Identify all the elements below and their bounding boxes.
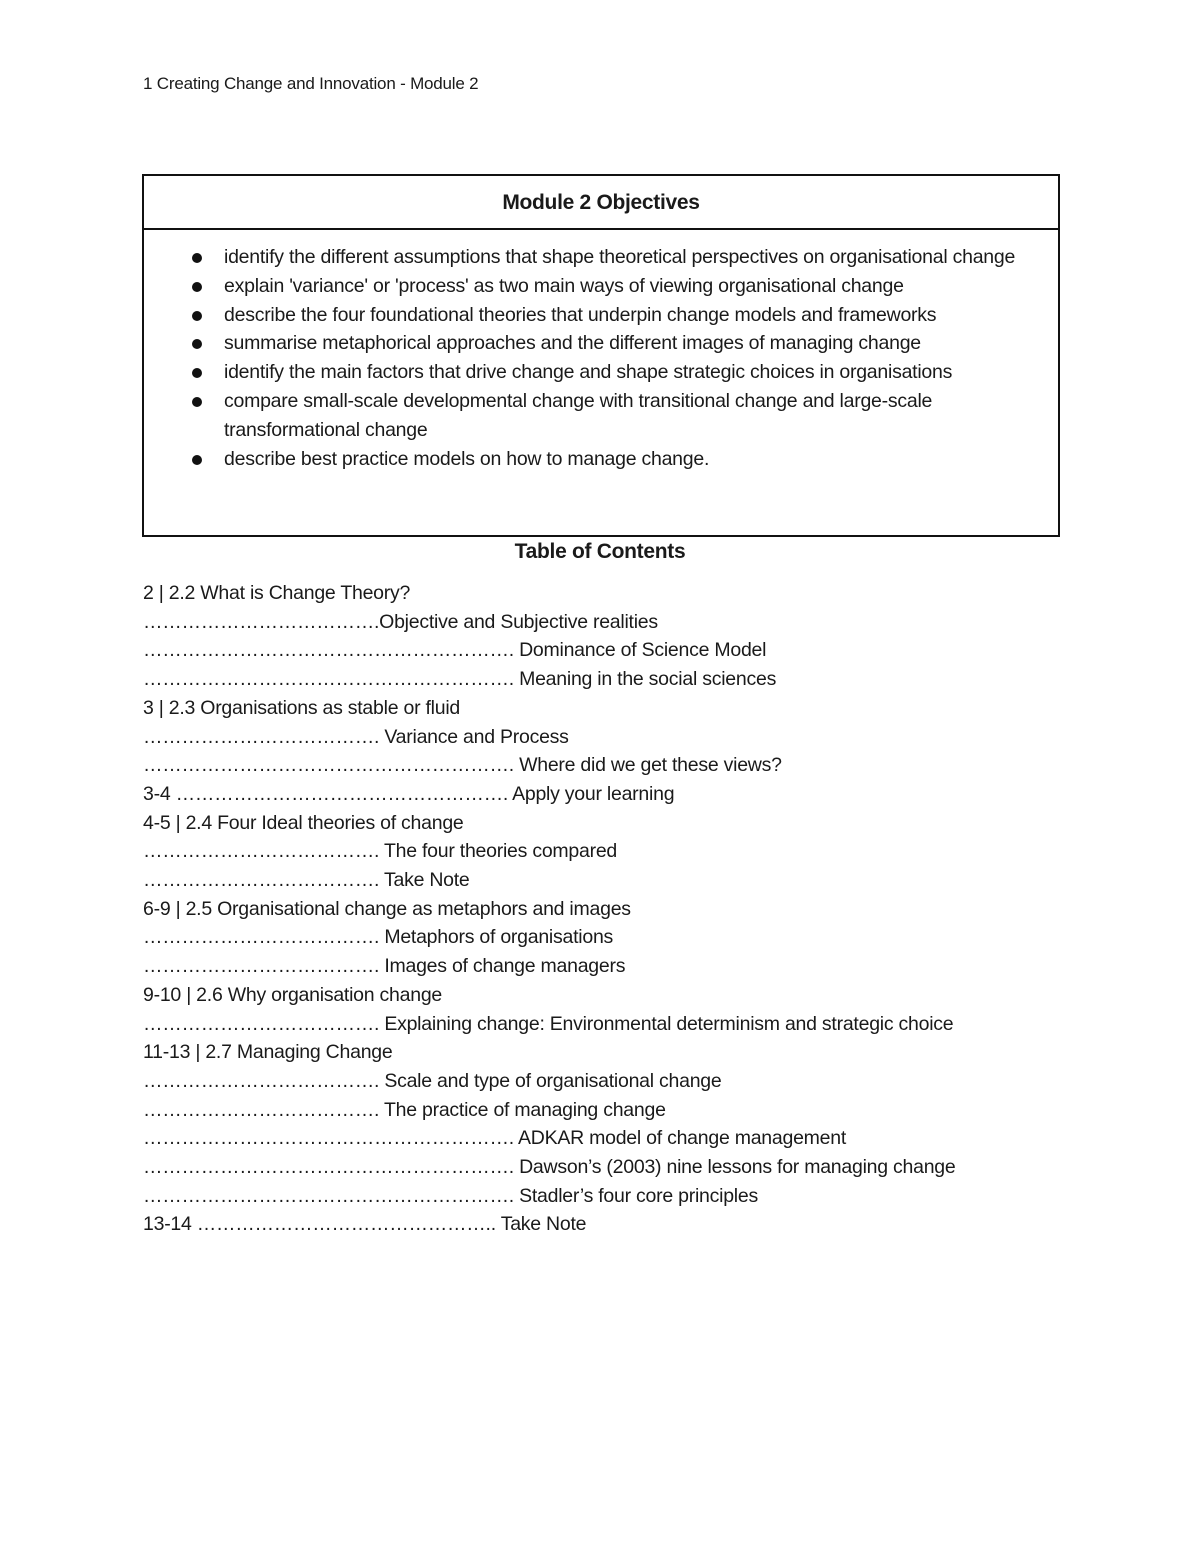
objectives-list xyxy=(144,230,1058,473)
objective-item: describe best practice models on how to manage change. xyxy=(144,445,1058,474)
toc-title: Table of Contents xyxy=(514,540,686,563)
toc-line: 3 | 2.3 Organisations as stable or fluid xyxy=(143,696,460,719)
objectives-box xyxy=(142,174,1060,537)
toc-line: ………………………………. Variance and Process xyxy=(143,725,569,748)
toc-line: 9-10 | 2.6 Why organisation change xyxy=(143,983,443,1006)
toc-line: 4-5 | 2.4 Four Ideal theories of change xyxy=(143,811,464,834)
toc-line: …………………………………………………. Where did we get these views? xyxy=(143,754,782,777)
toc-line: ………………………………. Images of change managers xyxy=(143,955,626,978)
toc-line: ………………………………. Scale and type of organisational change xyxy=(143,1069,722,1092)
toc-line: 13-14 ……………………………………….. Take Note xyxy=(143,1213,587,1236)
toc-line: ………………………………. The practice of managing change xyxy=(143,1098,666,1121)
table-of-contents xyxy=(143,579,1143,1239)
toc-line: ……………………………….Objective and Subjective realities xyxy=(143,610,658,633)
toc-line: ………………………………. Metaphors of organisations xyxy=(143,926,614,949)
objective-item: summarise metaphorical approaches and the different images of managing change xyxy=(144,329,1058,358)
toc-line: 6-9 | 2.5 Organisational change as metaphors and images xyxy=(143,897,631,920)
toc-line: ………………………………. Take Note xyxy=(143,869,470,892)
toc-line: 11-13 | 2.7 Managing Change xyxy=(143,1041,393,1064)
toc-line: …………………………………………………. Dominance of Science Model xyxy=(143,639,767,662)
objective-item: identify the different assumptions that shape theoretical perspectives on organisational change xyxy=(144,243,1058,272)
toc-line: …………………………………………………. ADKAR model of change management xyxy=(143,1127,847,1150)
page-header: 1 Creating Change and Innovation - Module 2 xyxy=(143,74,479,93)
objective-item: identify the main factors that drive change and shape strategic choices in organisations xyxy=(144,358,1058,387)
objective-item: describe the four foundational theories that underpin change models and frameworks xyxy=(144,301,1058,330)
objective-item: compare small-scale developmental change with transitional change and large-scale transformational change xyxy=(144,387,1058,445)
toc-line: 2 | 2.2 What is Change Theory? xyxy=(143,582,411,604)
objective-item: explain 'variance' or 'process' as two main ways of viewing organisational change xyxy=(144,272,1058,301)
objectives-title: Module 2 Objectives xyxy=(144,176,1058,230)
toc-line: …………………………………………………. Meaning in the social sciences xyxy=(143,668,777,691)
toc-line: 3-4 ……………………………………………. Apply your learning xyxy=(143,782,675,805)
toc-line: …………………………………………………. Stadler’s four core principles xyxy=(143,1184,758,1207)
toc-line: …………………………………………………. Dawson’s (2003) nine lessons for managing change xyxy=(143,1156,956,1179)
toc-line: ………………………………. Explaining change: Environmental determinism and strategic choice xyxy=(143,1012,954,1035)
toc-line: ………………………………. The four theories compared xyxy=(143,840,618,863)
